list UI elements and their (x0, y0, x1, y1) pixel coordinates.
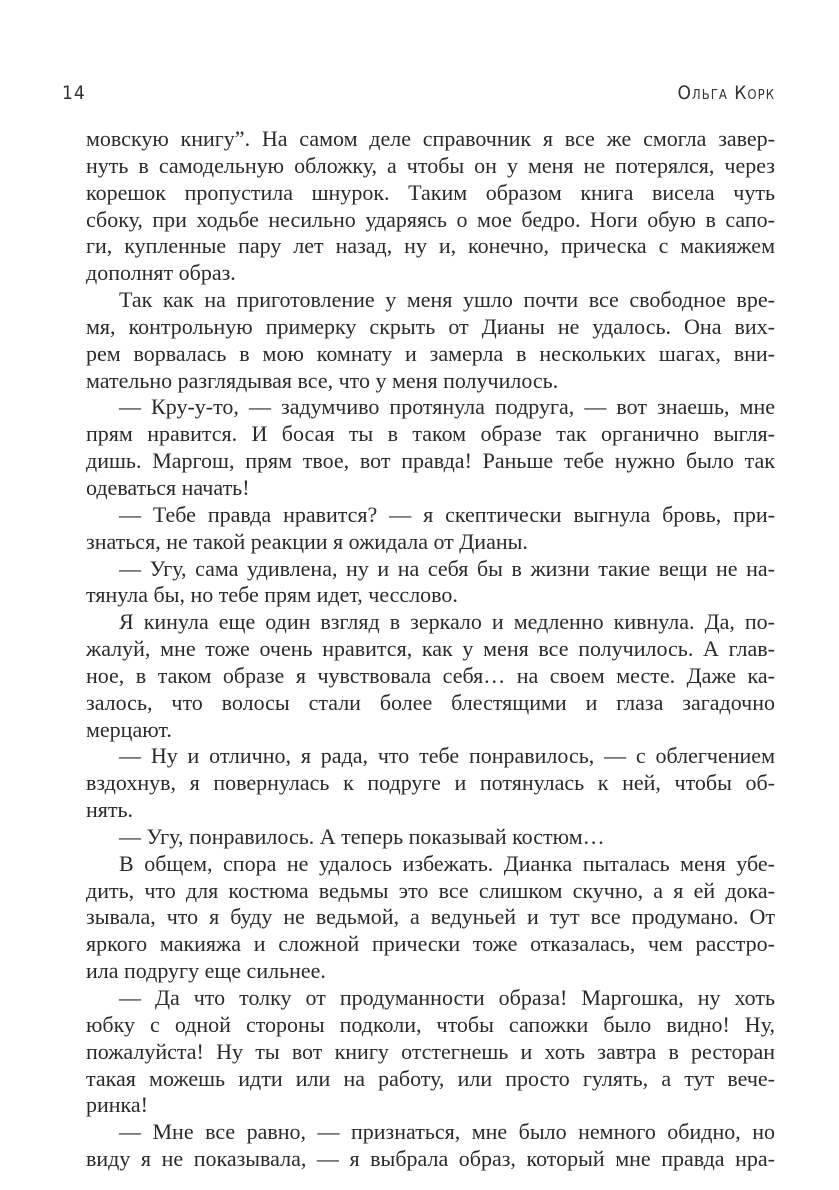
text-line: прям нравится. И босая ты в таком образе так органично выгля- (86, 421, 775, 447)
text-line: В общем, спора не удалось избежать. Дианка пыталась меня убе- (119, 850, 775, 876)
text-line: залось, что волосы стали более блестящими и глаза загадочно (86, 689, 775, 715)
paragraph (86, 394, 775, 501)
text-line: рем ворвалась в мою комнату и замерла в нескольких шагах, вни- (86, 340, 775, 366)
text-line: — Тебе правда нравится? — я скептически выгнула бровь, при- (119, 501, 775, 527)
text-line: мовскую книгу”. На самом деле справочник я все же смогла завер- (86, 126, 775, 151)
text-line: виду я не показывала, — я выбрала образ, который мне правда нра- (86, 1146, 775, 1172)
text-line: — Мне все равно, — признаться, мне было немного обидно, но (119, 1119, 775, 1145)
text-line: пожалуйста! Ну ты вот книгу отстегнешь и хоть завтра в ресторан (86, 1038, 775, 1064)
paragraph (86, 609, 775, 743)
text-line: — Кру-у-то, — задумчиво протянула подруга, — вот знаешь, мне (119, 394, 775, 420)
paragraph (86, 287, 775, 394)
text-line: мерцают. (86, 716, 172, 742)
text-line: юбку с одной стороны подколи, чтобы сапожки было видно! Ну, (86, 1011, 775, 1037)
text-line: мя, контрольную примерку скрыть от Дианы не удалось. Она вих- (86, 313, 775, 339)
text-line: Я кинула еще один взгляд в зеркало и медленно кивнула. Да, по- (119, 609, 775, 635)
text-line: ги, купленные пару лет назад, ну и, конечно, прическа с макияжем (86, 233, 775, 259)
text-line: — Да что толку от продуманности образа! Маргошка, ну хоть (119, 985, 775, 1010)
text-line: Так как на приготовление у меня ушло почти все свободное вре- (119, 287, 775, 313)
text-line: жалуй, мне тоже очень нравится, как у меня все получилось. А глав- (86, 636, 775, 662)
text-line: — Ну и отлично, я рада, что тебе понравилось, — с облегчением (119, 743, 775, 769)
text-line: дополнят образ. (86, 260, 236, 286)
running-header-author: Ольга Корк (677, 82, 775, 104)
paragraph (86, 824, 775, 851)
text-line: такая можешь идти или на работу, или просто гулять, а тут вече- (86, 1065, 775, 1091)
text-line: знаться, не такой реакции я ожидала от Дианы. (86, 528, 528, 554)
text-line: сбоку, при ходьбе несильно ударяясь о мое бедро. Ноги обую в сапо- (86, 206, 775, 232)
text-line: дишь. Маргош, прям твое, вот правда! Раньше тебе нужно было так (86, 448, 775, 474)
page-number: 14 (62, 82, 86, 104)
text-line: — Угу, понравилось. А теперь показывай костюм… (119, 823, 605, 849)
paragraph (86, 1119, 775, 1173)
text-line: вздохнув, я повернулась к подруге и потянулась к ней, чтобы об- (86, 770, 775, 796)
text-line: нуть в самодельную обложку, а чтобы он у меня не потерялся, через (86, 152, 775, 178)
text-line: нять. (86, 797, 134, 823)
paragraph (86, 126, 775, 287)
text-line: зывала, что я буду не ведьмой, а ведуньей и тут все продумано. От (86, 904, 775, 930)
paragraph (86, 502, 775, 556)
body-text (86, 126, 775, 1173)
paragraph (86, 851, 775, 985)
text-line: тянула бы, но тебе прям идет, чесслово. (86, 582, 458, 608)
text-line: ное, в таком образе я чувствовала себя… на своем месте. Даже ка- (86, 662, 775, 688)
text-line: дить, что для костюма ведьмы это все слишком скучно, а я ей дока- (86, 877, 775, 903)
paragraph (86, 743, 775, 824)
text-line: одеваться начать! (86, 474, 250, 500)
text-line: ринка! (86, 1092, 148, 1118)
text-line: мательно разглядывая все, что у меня получилось. (86, 367, 559, 393)
paragraph (86, 556, 775, 610)
text-line: — Угу, сама удивлена, ну и на себя бы в жизни такие вещи не на- (119, 555, 775, 581)
text-line: яркого макияжа и сложной прически тоже отказалась, чем расстро- (86, 931, 775, 957)
text-line: корешок пропустила шнурок. Таким образом книга висела чуть (86, 179, 775, 205)
paragraph (86, 985, 775, 1119)
text-line: ила подругу еще сильнее. (86, 958, 326, 984)
